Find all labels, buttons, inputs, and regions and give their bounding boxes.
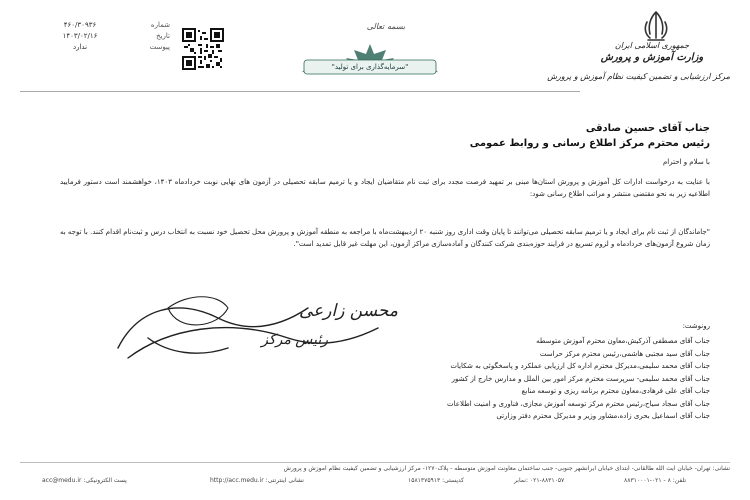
meta-date-value: ۱۴۰۳/۰۲/۱۶ — [62, 32, 98, 40]
iran-emblem-icon — [636, 10, 676, 44]
bismillah: بسمه تعالی — [366, 22, 406, 31]
cc-item: جناب آقای مصطفی آذرکیش،معاون محترم آموزش متوسطه — [536, 337, 710, 345]
qr-code[interactable] — [182, 28, 224, 70]
meta-number-value: ۴۶۰/۳۰۹۳۶ — [63, 21, 97, 29]
slogan-text: "سرمایه‌گذاری برای تولید" — [331, 63, 409, 71]
footer-address: نشانی: تهران- خیابان آیت الله طالقانی- ابتدای خیابان ایرانشهر جنوبی- جنب ساختمان معاونت آموزش متوسطه - پلاک۱۲۷۰- مرکز ارزشیابی و تضمین کیفیت نظام آموزش و پرورش — [283, 465, 730, 472]
cc-item: جناب آقای سجاد سیاح،رئیس محترم مرکز توسعه آموزش مجازی، فناوری و امنیت اطلاعات — [447, 399, 710, 408]
meta-attachment-value: ندارد — [72, 43, 88, 51]
footer-divider — [20, 462, 730, 463]
header-divider — [20, 91, 580, 92]
slogan-badge-icon — [290, 44, 450, 78]
organization-name: مرکز ارزشیابی و تضمین کیفیت نظام آموزش و پرورش — [547, 72, 730, 81]
cc-list — [230, 335, 710, 423]
logo-line-1: جمهوری اسلامی ایران — [614, 41, 690, 50]
footer-postal: کدپستی: ۱۵۸۱۳۷۵۹۱۳ — [408, 477, 465, 484]
cc-item: جناب آقای محمد سلیمی- سرپرست محترم مرکز امور بین الملل و مدارس خارج از کشور — [451, 374, 710, 383]
cc-item: جناب آقای سید مجتبی هاشمی،رئیس محترم مرکز حراست — [539, 349, 710, 358]
footer-email[interactable]: پست الکترونیکی: acc@medu.ir — [42, 477, 127, 484]
salutation: با سلام و احترام — [662, 158, 710, 166]
ministry-logo-text — [596, 40, 708, 64]
footer-website[interactable]: نشانی اینترنتی: http://acc.medu.ir — [210, 477, 304, 484]
meta-date-row — [38, 31, 170, 42]
logo-line-2: وزارت آموزش و پرورش — [600, 52, 704, 63]
cc-item: جناب آقای محمد سلیمی،مدیرکل محترم اداره کل ارزیابی عملکرد و پاسخگوئی به شکایات — [450, 362, 710, 370]
body-paragraph-2: "جاماندگان از ثبت نام برای ایجاد و یا ترمیم سابقه تحصیلی می‌توانند تا پایان وقت اداری روز شنبه ۲۰ اردیبهشت‌ماه با مراجعه به منطقه آموزش و پرورش محل تحصیل خود نسبت به انتخاب درس و ثبت‌نام اقدام کنند. با توجه به زمان شروع آزمون‌های خردادماه و لزوم تسریع در فرایند حوزه‌بندی شرکت کنندگان و آماده‌سازی مراکز آزمون، این مهلت غیر قابل تمدید است". — [60, 228, 710, 248]
meta-number-row — [38, 20, 170, 31]
footer-fax: ۰۲۱-۸۸۳۱۰۵۷ :نمابر — [514, 477, 565, 484]
recipient-name: جناب آقای حسین صادقی — [585, 123, 710, 134]
cc-title: رونوشت: — [682, 322, 710, 330]
letter-meta — [38, 20, 170, 53]
meta-date-label: تاریخ — [156, 32, 170, 40]
footer-phone: تلفن: ۸ - ۰۲۱-۸۸۳۱۰۰۰۱ — [624, 477, 687, 484]
recipient-title: رئیس محترم مرکز اطلاع رسانی و روابط عمومی — [469, 138, 710, 149]
cc-item: جناب آقای علی فرهادی،معاون محترم برنامه ریزی و توسعه منابع — [521, 387, 710, 395]
signature-title: رئیس مرکز — [261, 332, 328, 348]
meta-number-label: شماره — [150, 21, 170, 29]
signature-name: محسن زارعی — [298, 301, 398, 321]
meta-attachment-label: پیوست — [149, 43, 170, 51]
cc-item: جناب آقای اسماعیل بحری زاده،مشاور وزیر و مدیرکل محترم دفتر وزارتی — [496, 412, 710, 420]
meta-attachment-row — [38, 42, 170, 53]
body-paragraph-1: با عنایت به درخواست ادارات کل آموزش و پرورش استان‌ها مبنی بر تمهید فرصت مجدد برای ثبت نام متقاضیان ایجاد و یا ترمیم سابقه تحصیلی در آزمون های نهایی نوبت خردادماه ۱۴۰۳، خواهشمند است دستور فرمایید اطلاعیه زیر به نحو مقتضی منتشر و مراتب اطلاع رسانی شود: — [60, 178, 711, 198]
recipient-block — [200, 121, 710, 151]
